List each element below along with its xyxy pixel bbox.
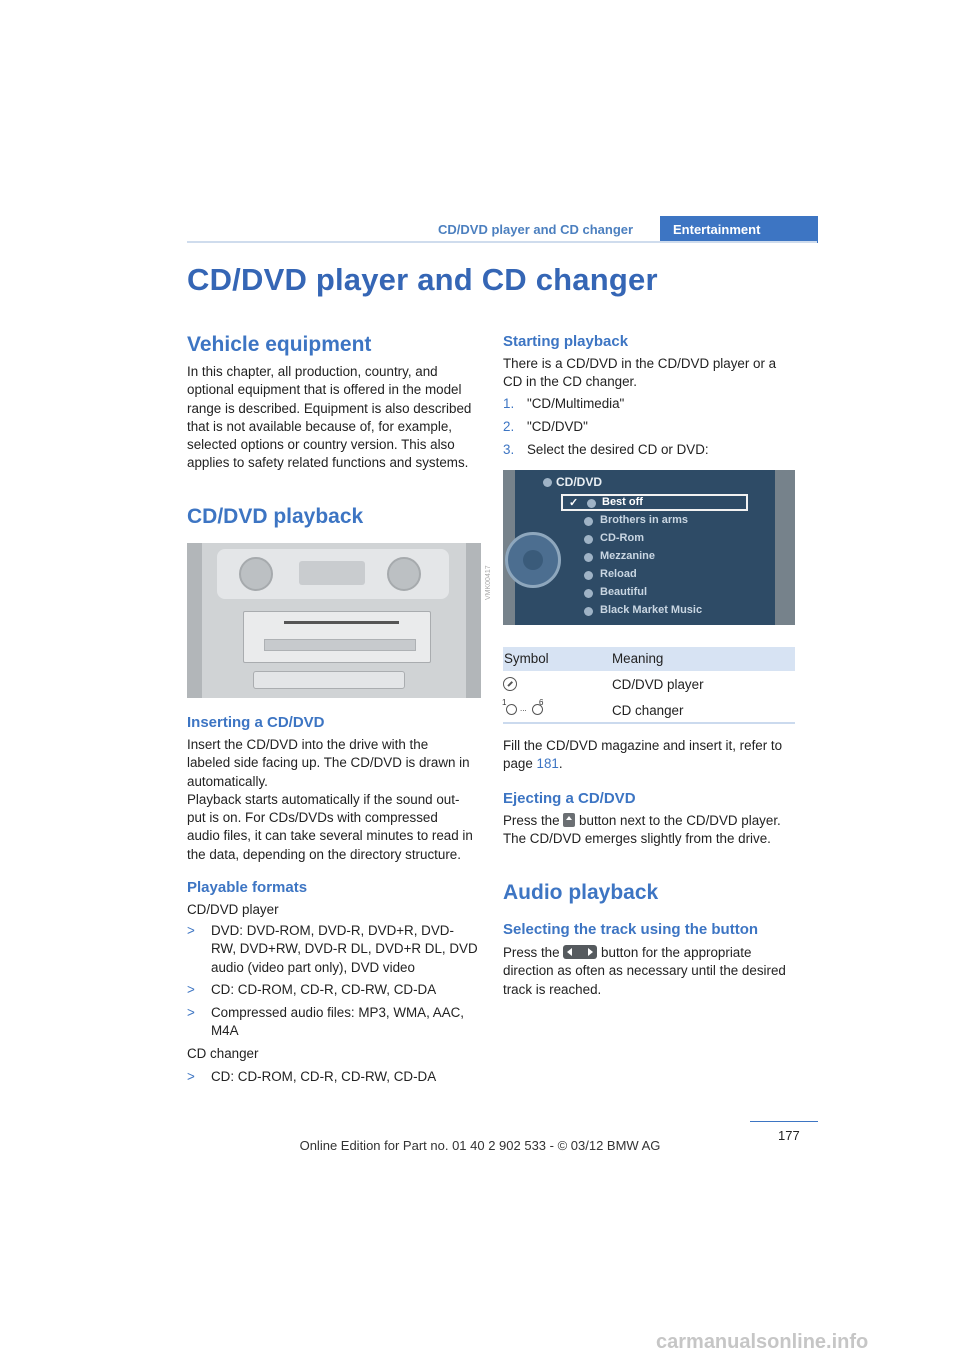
text-line: Fill the CD/DVD magazine and insert it, refer to [503,738,783,753]
cd-dvd-player-icon [503,677,517,691]
cd-icon [584,535,593,544]
fill-note [503,737,782,774]
text-line: M4A [211,1023,239,1039]
text-fragment: Press the [503,813,560,828]
screen-item: Black Market Music [600,604,703,616]
text-line: Insert the CD/DVD into the drive with the [187,737,429,752]
text-line: labeled side facing up. The CD/DVD is drawn in [187,755,470,771]
text-line: CD in the CD changer. [503,374,637,390]
step-number: 3. [503,442,515,457]
text-line: the data, depending on the directory structure. [187,846,461,862]
cd-icon [584,589,593,598]
text-line: direction as often as necessary until the desired [503,963,786,979]
text-fragment: button next to the CD/DVD player. [579,813,781,828]
text-line: range is described. Equipment is also described [187,400,472,416]
cd-icon [543,478,552,487]
step-item [503,441,793,459]
heading-inserting: Inserting a CD/DVD [187,714,325,731]
table-row-meaning: CD/DVD player [612,677,704,692]
heading-cd-dvd-playback: CD/DVD playback [187,505,364,528]
text-line: put is on. For CDs/DVDs with compressed [187,810,438,826]
vent-left [187,543,202,698]
heading-playable-formats: Playable formats [187,879,308,896]
text-fragment: page [503,756,533,772]
text-line: optional equipment that is offered in the model [187,382,462,398]
text-line: audio files, it can take several minutes to read in [187,828,473,844]
step-number: 1. [503,396,515,411]
player-label: CD/DVD player [187,902,279,917]
cd-icon [584,517,593,526]
changer-first: 1 [502,698,507,707]
text-line: RW, DVD+RW, DVD-R DL, DVD+R DL, DVD [211,941,478,957]
table-bottom-rule [503,722,795,724]
header-rule [187,241,817,243]
text-line [503,755,782,773]
knob-right [387,557,421,591]
page-number: 177 [778,1128,800,1143]
lower-buttons [253,671,405,689]
text-line: There is a CD/DVD in the CD/DVD player or a [503,356,777,371]
climate-panel [217,549,449,599]
heading-selecting-track: Selecting the track using the button [503,921,759,938]
text-line [503,944,786,962]
step-text: "CD/DVD" [527,419,588,434]
footer-text: Online Edition for Part no. 01 40 2 902 533 - © 03/12 BMW AG [299,1138,661,1153]
page-number-rule [750,1121,818,1122]
image-code: VMK00417 [485,565,492,600]
cd-icon [584,607,593,616]
text-line: that is not available because of, for example, [187,418,452,434]
eject-button-icon [563,813,575,827]
text-line: CD: CD-ROM, CD-R, CD-RW, CD-DA [211,982,437,997]
format-item [187,1068,487,1086]
screen-item: CD-Rom [600,532,644,544]
format-item [187,981,487,999]
ejecting-text [503,812,781,849]
text-line: DVD: DVD-ROM, DVD-R, DVD+R, DVD- [211,923,454,938]
text-line: The CD/DVD emerges slightly from the drive. [503,831,771,847]
starting-text [503,355,776,392]
step-item [503,418,793,436]
screen-item: Best off [602,496,643,508]
format-item [187,922,487,978]
knob-left [239,557,273,591]
cd-icon [584,553,593,562]
text-fragment: button for the appropriate [601,945,752,960]
page-title: CD/DVD player and CD changer [187,262,658,297]
heading-vehicle-equipment: Vehicle equipment [187,333,372,356]
cd-changer-icon [502,700,548,716]
idrive-screen-image [503,470,795,625]
header-chapter-tab: Entertainment [660,216,818,243]
bullet-marker: > [187,1069,195,1084]
text-line [503,812,781,830]
bullet-marker: > [187,1005,195,1020]
check-icon: ✓ [569,497,579,509]
screen-item: Mezzanine [600,550,656,562]
heading-audio-playback: Audio playback [503,881,659,904]
table-col-meaning: Meaning [612,651,664,666]
table-col-symbol: Symbol [504,651,549,666]
text-line: track is reached. [503,981,602,997]
heading-ejecting: Ejecting a CD/DVD [503,790,636,807]
bullet-marker: > [187,923,195,938]
heading-starting-playback: Starting playback [503,333,629,350]
disc-slot [284,621,399,624]
bullet-marker: > [187,982,195,997]
changer-label: CD changer [187,1046,259,1061]
text-line: audio (video part only), DVD video [211,959,415,975]
cd-dvd-drive [243,611,431,663]
header-section-title: CD/DVD player and CD changer [438,222,634,237]
step-item [503,395,793,413]
text-line: CD: CD-ROM, CD-R, CD-RW, CD-DA [211,1069,437,1084]
step-number: 2. [503,419,515,434]
screen-item: Brothers in arms [600,514,689,526]
text-line: selected options or country version. This also [187,437,455,453]
step-text: "CD/Multimedia" [527,396,625,411]
vent-right [466,543,481,698]
dashboard-image [187,543,481,698]
page-reference-link[interactable]: 181 [536,756,559,772]
text-line: applies to safety related functions and systems. [187,455,469,471]
changer-sep: ... [520,704,527,713]
watermark: carmanualsonline.info [656,1331,869,1353]
text-fragment: Press the [503,945,560,960]
drive-buttons [264,639,416,651]
climate-display [299,561,365,585]
seek-button-icon [563,945,597,959]
text-line: Playback starts automatically if the sound out- [187,791,460,807]
text-line: automatically. [187,773,268,789]
text-fragment: . [558,756,563,772]
format-item [187,1004,487,1041]
controller-dial [505,532,561,588]
vehicle-equipment-text [187,363,471,473]
inserting-text [187,736,473,864]
table-row-meaning: CD changer [612,703,684,718]
cd-icon [587,499,596,508]
screen-item: Beautiful [600,586,648,598]
text-line: In this chapter, all production, country, and [187,364,438,379]
cd-icon [584,571,593,580]
selecting-text [503,944,786,999]
step-text: Select the desired CD or DVD: [527,442,709,457]
changer-last: 6 [539,698,544,707]
text-line: Compressed audio files: MP3, WMA, AAC, [211,1005,465,1020]
screen-title: CD/DVD [556,475,603,489]
screen-item: Reload [600,568,637,580]
